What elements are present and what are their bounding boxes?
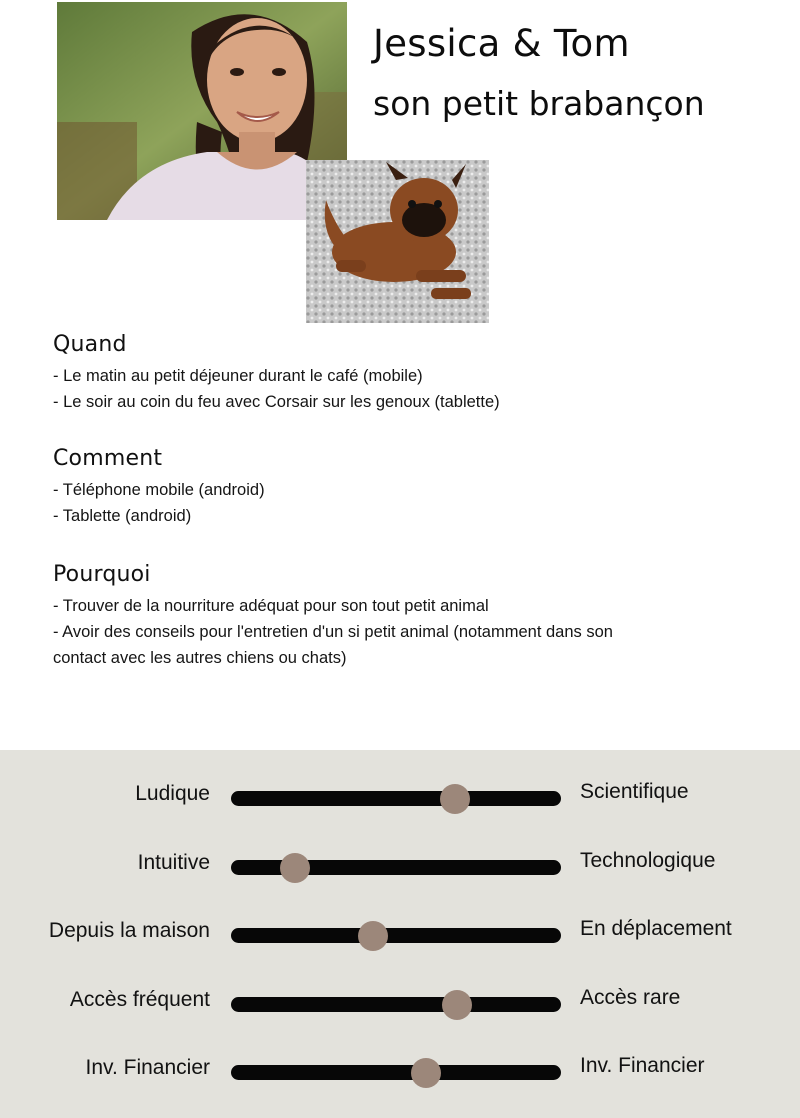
list-item: - Le matin au petit déjeuner durant le café (mobile) [53, 367, 423, 385]
brabancon-dog-icon [306, 160, 489, 323]
slider-knob[interactable] [442, 990, 472, 1020]
slider-left-label: Inv. Financier [85, 1056, 210, 1079]
slider-track[interactable] [231, 928, 561, 943]
list-item: - Avoir des conseils pour l'entretien d'un si petit animal (notamment dans son [53, 623, 613, 641]
slider-left-label: Depuis la maison [48, 919, 210, 942]
slider-right-label: Technologique [580, 849, 716, 872]
slider-track[interactable] [231, 997, 561, 1012]
section-heading-quand: Quand [53, 332, 127, 357]
slider-left-label: Intuitive [137, 851, 210, 874]
slider-knob[interactable] [358, 921, 388, 951]
list-item: - Téléphone mobile (android) [53, 481, 265, 499]
slider-panel [0, 750, 800, 1118]
slider-left-label: Accès fréquent [69, 988, 210, 1011]
slider-right-label: Scientifique [580, 780, 689, 803]
slider-knob[interactable] [280, 853, 310, 883]
slider-row-location [0, 913, 800, 953]
section-heading-pourquoi: Pourquoi [53, 562, 151, 587]
slider-right-label: Inv. Financier [580, 1054, 705, 1077]
list-item: - Tablette (android) [53, 507, 192, 525]
slider-right-label: En déplacement [580, 917, 732, 940]
list-item: - Le soir au coin du feu avec Corsair sur les genoux (tablette) [53, 393, 500, 411]
section-pourquoi [53, 562, 783, 671]
slider-right-label: Accès rare [580, 986, 681, 1009]
dog-photo [306, 160, 489, 323]
slider-left-label: Ludique [135, 782, 210, 805]
slider-row-access [0, 982, 800, 1022]
section-comment [53, 446, 783, 529]
person-photo [57, 2, 347, 220]
page-subtitle: son petit brabançon [373, 84, 705, 123]
list-item: - Trouver de la nourriture adéquat pour son tout petit animal [53, 597, 489, 615]
slider-knob[interactable] [440, 784, 470, 814]
slider-knob[interactable] [411, 1058, 441, 1088]
slider-row-financial [0, 1050, 800, 1090]
slider-track[interactable] [231, 1065, 561, 1080]
section-quand [53, 332, 783, 415]
slider-track[interactable] [231, 860, 561, 875]
list-item: contact avec les autres chiens ou chats) [53, 649, 347, 667]
slider-row-intuitive [0, 845, 800, 885]
section-heading-comment: Comment [53, 446, 163, 471]
woman-portrait-icon [57, 2, 347, 220]
page-title: Jessica & Tom [373, 22, 630, 65]
slider-row-ludique [0, 776, 800, 816]
slider-track[interactable] [231, 791, 561, 806]
